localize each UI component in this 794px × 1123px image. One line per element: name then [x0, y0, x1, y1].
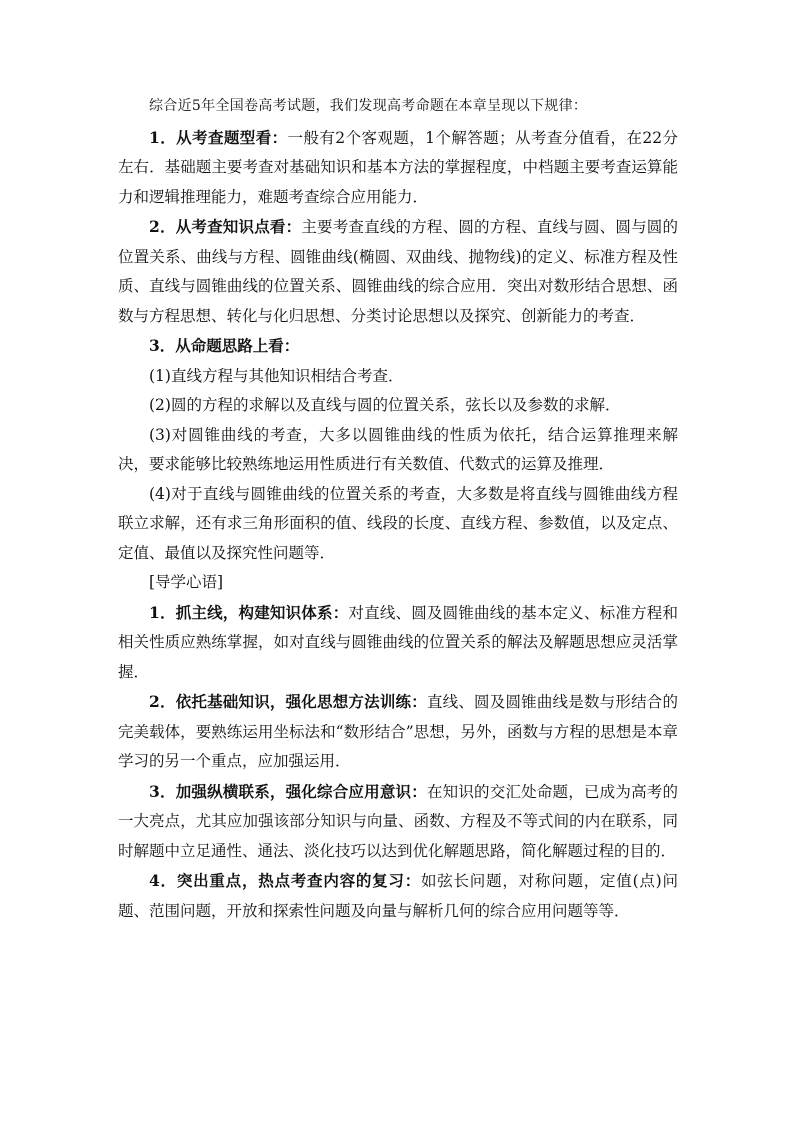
tip-text-4: 如弦长问题，对称问题，定值(点)问题、范围问题，开放和探索性问题及向量与解析几何的综合应用问题等等． — [118, 872, 678, 920]
rule-paragraph-3 — [118, 331, 678, 362]
tip-heading-4: 4．突出重点，热点考查内容的复习： — [149, 871, 421, 890]
sub-item-3: (3)对圆锥曲线的考查，大多以圆锥曲线的性质为依托，结合运算推理来解决，要求能够比较熟练地运用性质进行有关数值、代数式的运算及推理． — [118, 425, 678, 473]
rule-heading-2: 2．从考查知识点看： — [149, 217, 302, 236]
section-title: [导学心语] — [149, 573, 224, 591]
tip-text-2: 直线、圆及圆锥曲线是数与形结合的完美载体，要熟练运用坐标法和“数形结合”思想，另外，函数与方程的思想是本章学习的另一个重点，应加强运用． — [118, 693, 678, 770]
document-page — [118, 92, 678, 926]
tip-paragraph-3 — [118, 777, 678, 867]
sub-item-4: (4)对于直线与圆锥曲线的位置关系的考查，大多数是将直线与圆锥曲线方程联立求解，还有求三角形面积的值、线段的长度、直线方程、参数值，以及定点、定值、最值以及探究性问题等． — [118, 484, 678, 562]
tip-heading-1: 1．抓主线，构建知识体系： — [149, 602, 349, 622]
sub-item-2: (2)圆的方程的求解以及直线与圆的位置关系，弦长以及参数的求解． — [149, 396, 621, 414]
tip-text-3: 在知识的交汇处命题，已成为高考的一大亮点，尤其应加强该部分知识与向量、函数、方程及不等式间的内在联系，同时解题中立足通性、通法、淡化技巧以达到优化解题思路，简化解题过程的目的． — [118, 782, 678, 860]
tip-paragraph-1 — [118, 598, 678, 688]
tip-heading-3: 3．加强纵横联系，强化综合应用意识： — [149, 781, 427, 801]
rule-paragraph-2 — [118, 212, 678, 331]
rule-heading-1: 1．从考查题型看： — [149, 127, 288, 147]
intro-paragraph: 综合近5年全国卷高考试题，我们发现高考命题在本章呈现以下规律： — [149, 98, 588, 114]
rule-heading-3: 3．从命题思路上看： — [149, 336, 300, 355]
tip-heading-2: 2．依托基础知识，强化思想方法训练： — [149, 692, 427, 711]
sub-item-1: (1)直线方程与其他知识相结合考查． — [149, 366, 404, 385]
tip-text-1: 对直线、圆及圆锥曲线的基本定义、标准方程和相关性质应熟练掌握，如对直线与圆锥曲线的位置关系的解法及解题思想应灵活掌握． — [118, 603, 678, 681]
tip-paragraph-4 — [118, 866, 678, 926]
rule-text-1: 一般有2个客观题，1个解答题；从考查分值看，在22分左右．基础题主要考查对基础知识和基本方法的掌握程度，中档题主要考查运算能力和逻辑推理能力，难题考查综合应用能力． — [118, 128, 678, 206]
rule-text-2: 主要考查直线的方程、圆的方程、直线与圆、圆与圆的位置关系、曲线与方程、圆锥曲线(椭圆、双曲线、抛物线)的定义、标准方程及性质、直线与圆锥曲线的位置关系、圆锥曲线的综合应用．突出对数形结合思想、函数与方程思想、转化与化归思想、分类讨论思想以及探究、创新能力的考查． — [118, 218, 678, 325]
tip-paragraph-2 — [118, 687, 678, 777]
rule-paragraph-1 — [118, 123, 678, 213]
